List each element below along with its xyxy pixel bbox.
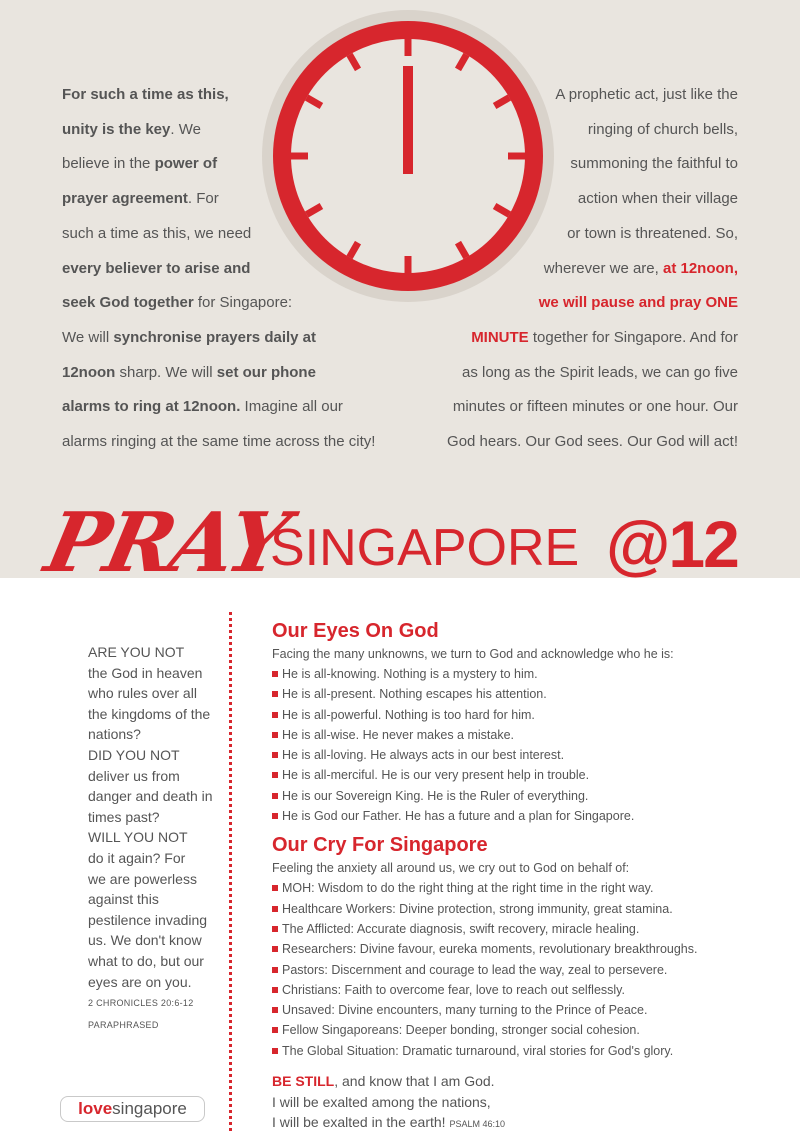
left-line: 12noon sharp. We will set our phone bbox=[62, 363, 316, 381]
list-item: He is all-merciful. He is our very present help in trouble. bbox=[272, 765, 792, 785]
verse-line: danger and death in bbox=[88, 788, 213, 805]
verse-line: nations? bbox=[88, 726, 141, 743]
prayer-points bbox=[272, 618, 792, 1061]
list-item: The Global Situation: Dramatic turnaround, viral stories for God's glory. bbox=[272, 1041, 792, 1061]
verse-note: PARAPHRASED bbox=[88, 1020, 159, 1031]
verse-line: deliver us from bbox=[88, 767, 180, 784]
verse-line: the kingdoms of the bbox=[88, 705, 211, 722]
section-intro: Feeling the anxiety all around us, we cry out to God on behalf of: bbox=[272, 861, 630, 876]
closing-verse bbox=[272, 1071, 505, 1131]
list-item: Healthcare Workers: Divine protection, strong immunity, great stamina. bbox=[272, 899, 792, 919]
list-item: He is God our Father. He has a future and a plan for Singapore. bbox=[272, 806, 792, 826]
intro-right-column bbox=[398, 78, 738, 460]
list-item: He is all-wise. He never makes a mistake. bbox=[272, 725, 792, 745]
verse-text bbox=[88, 642, 228, 992]
right-line: or town is threatened. So, bbox=[567, 224, 738, 242]
title-at12: @12 bbox=[606, 507, 738, 581]
list-item: MOH: Wisdom to do the right thing at the right time in the right way. bbox=[272, 878, 792, 898]
section-heading: Our Cry For Singapore bbox=[272, 834, 488, 857]
verse-line: the God in heaven bbox=[88, 664, 203, 681]
list-item: Unsaved: Divine encounters, many turning to the Prince of Peace. bbox=[272, 1000, 792, 1020]
left-line: We will synchronise prayers daily at bbox=[62, 328, 317, 346]
title-singapore: SINGAPORE bbox=[270, 519, 580, 577]
attributes-list bbox=[272, 664, 792, 826]
left-line: alarms ringing at the same time across the city! bbox=[62, 433, 376, 451]
left-line: unity is the key. We bbox=[62, 120, 201, 138]
verse-line: WILL YOU NOT bbox=[88, 829, 188, 846]
list-item: He is all-loving. He always acts in our best interest. bbox=[272, 745, 792, 765]
verse-line: ARE YOU NOT bbox=[88, 644, 185, 660]
verse-line: pestilence invading bbox=[88, 911, 208, 928]
logo-singapore: singapore bbox=[112, 1099, 187, 1118]
list-item: He is all-knowing. Nothing is a mystery to him. bbox=[272, 664, 792, 684]
petitions-list bbox=[272, 878, 792, 1061]
verse-line: eyes are on you. bbox=[88, 973, 192, 990]
verse-line: us. We don't know bbox=[88, 932, 202, 949]
right-line: A prophetic act, just like the bbox=[555, 86, 738, 103]
right-line: as long as the Spirit leads, we can go five bbox=[462, 363, 738, 381]
left-line: every believer to arise and bbox=[62, 259, 251, 277]
closing-line: I will be exalted among the nations, bbox=[272, 1093, 491, 1110]
section-intro: Facing the many unknowns, we turn to God and acknowledge who he is: bbox=[272, 647, 674, 661]
dotted-divider bbox=[229, 612, 232, 1131]
verse-line: who rules over all bbox=[88, 685, 197, 702]
scripture-verse bbox=[88, 642, 228, 1036]
verse-line: against this bbox=[88, 891, 159, 908]
verse-line: times past? bbox=[88, 808, 160, 825]
verse-line: what to do, but our bbox=[88, 952, 204, 969]
intro-left-column bbox=[62, 78, 402, 460]
right-line: minutes or fifteen minutes or one hour. Our bbox=[452, 398, 738, 416]
left-line: believe in the power of bbox=[62, 155, 218, 173]
closing-line: I will be exalted in the earth! PSALM 46:10 bbox=[272, 1114, 505, 1130]
right-line: we will pause and pray ONE bbox=[538, 294, 738, 312]
verse-line: we are powerless bbox=[88, 870, 197, 887]
section-eyes-on-god bbox=[272, 618, 792, 826]
lovesingapore-logo bbox=[60, 1096, 205, 1122]
verse-reference: 2 CHRONICLES 20:6-12 bbox=[88, 998, 194, 1009]
left-line: For such a time as this, bbox=[62, 86, 229, 103]
right-line: summoning the faithful to bbox=[570, 155, 738, 173]
verse-line: DID YOU NOT bbox=[88, 746, 180, 763]
list-item: He is all-present. Nothing escapes his attention. bbox=[272, 684, 792, 704]
left-line: prayer agreement. For bbox=[62, 190, 219, 208]
right-line: wherever we are, at 12noon, bbox=[543, 259, 738, 277]
verse-line: do it again? For bbox=[88, 849, 186, 866]
closing-line: BE STILL, and know that I am God. bbox=[272, 1073, 495, 1089]
list-item: Pastors: Discernment and courage to lead the way, zeal to persevere. bbox=[272, 960, 792, 980]
left-line: alarms to ring at 12noon. Imagine all our bbox=[62, 398, 343, 416]
list-item: The Afflicted: Accurate diagnosis, swift recovery, miracle healing. bbox=[272, 919, 792, 939]
section-heading: Our Eyes On God bbox=[272, 620, 439, 642]
right-line: action when their village bbox=[577, 190, 738, 208]
list-item: He is all-powerful. Nothing is too hard for him. bbox=[272, 705, 792, 725]
list-item: Christians: Faith to overcome fear, love to reach out selflessly. bbox=[272, 980, 792, 1000]
list-item: Fellow Singaporeans: Deeper bonding, stronger social cohesion. bbox=[272, 1020, 792, 1040]
right-line: ringing of church bells, bbox=[587, 120, 738, 138]
left-line: such a time as this, we need bbox=[62, 224, 252, 242]
list-item: He is our Sovereign King. He is the Ruler of everything. bbox=[272, 786, 792, 806]
right-line: God hears. Our God sees. Our God will act! bbox=[447, 433, 738, 451]
section-cry-for-singapore bbox=[272, 832, 792, 1061]
logo-love: love bbox=[78, 1099, 113, 1118]
list-item: Researchers: Divine favour, eureka moments, revolutionary breakthroughs. bbox=[272, 939, 792, 959]
title-pray: PRAY bbox=[37, 495, 295, 591]
right-line: MINUTE together for Singapore. And for bbox=[471, 328, 738, 346]
left-line: seek God together for Singapore: bbox=[62, 294, 293, 312]
